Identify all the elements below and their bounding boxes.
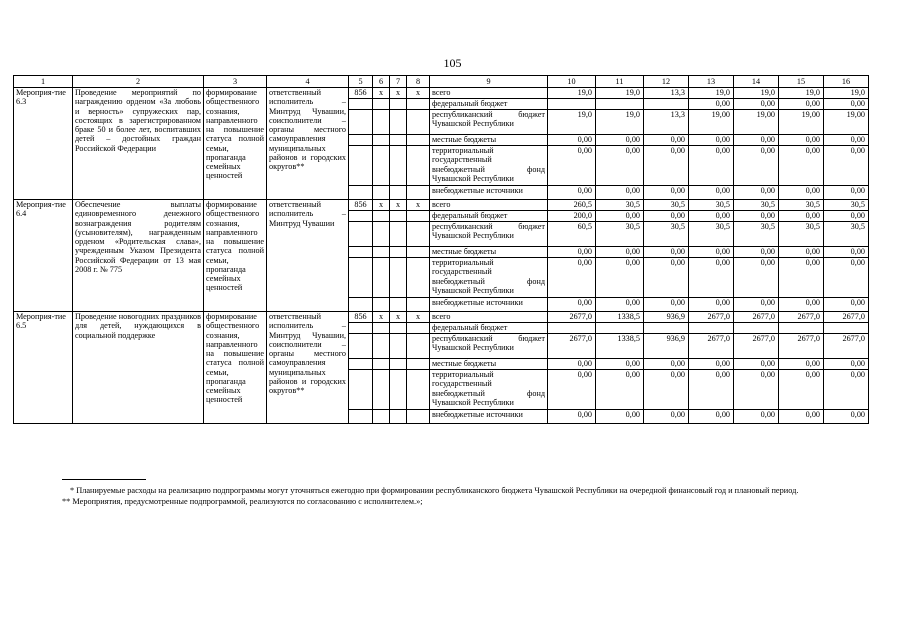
funding-source-cell: республиканский бюджет Чувашской Республики [430, 334, 548, 359]
funding-source-cell: территориальный государственный внебюджетный фонд Чувашской Республики [430, 370, 548, 410]
empty-cell [407, 334, 430, 359]
value-cell: 2677,0 [779, 334, 824, 359]
funding-source-cell: внебюджетные источники [430, 298, 548, 312]
funding-source-cell: внебюджетные источники [430, 186, 548, 200]
empty-cell [349, 222, 373, 247]
value-cell: 0,00 [644, 186, 689, 200]
empty-cell [407, 146, 430, 186]
value-cell: 2677,0 [734, 334, 779, 359]
value-cell: 0,00 [779, 359, 824, 370]
value-cell: 30,5 [689, 200, 734, 211]
value-cell [689, 323, 734, 334]
empty-cell [349, 410, 373, 424]
value-cell: 0,00 [644, 359, 689, 370]
empty-cell [407, 99, 430, 110]
value-cell: 0,00 [824, 186, 869, 200]
empty-cell [373, 323, 390, 334]
value-cell: 0,00 [689, 410, 734, 424]
measure-cell: Мероприя-тие 6.4 [14, 200, 73, 312]
value-cell: 0,00 [689, 359, 734, 370]
empty-cell [390, 334, 407, 359]
value-cell: 19,0 [548, 110, 596, 135]
empty-cell [407, 211, 430, 222]
funding-source-cell: территориальный государственный внебюджетный фонд Чувашской Республики [430, 146, 548, 186]
value-cell: 0,00 [734, 410, 779, 424]
value-cell [824, 323, 869, 334]
value-cell: 0,00 [734, 135, 779, 146]
funding-source-cell: территориальный государственный внебюджетный фонд Чувашской Республики [430, 258, 548, 298]
empty-cell [349, 247, 373, 258]
value-cell: 0,00 [734, 370, 779, 410]
header-cell: 5 [349, 76, 373, 88]
empty-cell [390, 258, 407, 298]
header-cell: 3 [204, 76, 267, 88]
value-cell [548, 99, 596, 110]
funding-source-cell: республиканский бюджет Чувашской Республики [430, 110, 548, 135]
empty-cell [390, 135, 407, 146]
empty-cell [407, 247, 430, 258]
header-cell: 12 [644, 76, 689, 88]
value-cell: 0,00 [596, 247, 644, 258]
value-cell: 19,0 [779, 88, 824, 99]
funding-source-cell: всего [430, 312, 548, 323]
value-cell: 19,0 [596, 88, 644, 99]
empty-cell [349, 334, 373, 359]
funding-source-cell: федеральный бюджет [430, 323, 548, 334]
description-cell: Обеспечение выплаты единовременного денежного вознаграждения родителям (усыновителям), награжденным орденом «Родительская слава», учрежденным Указом Президента Российской Федерации от 13 мая 2008 г. № 775 [73, 200, 204, 312]
table-row [14, 88, 869, 99]
value-cell [644, 99, 689, 110]
empty-cell [373, 99, 390, 110]
empty-cell [373, 247, 390, 258]
value-cell: 2677,0 [548, 312, 596, 323]
value-cell: 30,5 [596, 222, 644, 247]
value-cell: 0,00 [824, 258, 869, 298]
table-row [14, 200, 869, 211]
description-cell: Проведение мероприятий по награждению орденом «За любовь и верность» супружеских пар, состоящих в зарегистрированном браке 50 и более лет, воспитавших детей – достойных граждан Российской Федерации [73, 88, 204, 200]
code-cell: x [373, 200, 390, 211]
value-cell: 2677,0 [689, 334, 734, 359]
value-cell: 30,5 [734, 200, 779, 211]
empty-cell [407, 222, 430, 247]
header-cell: 9 [430, 76, 548, 88]
value-cell: 0,00 [644, 298, 689, 312]
value-cell: 0,00 [644, 410, 689, 424]
value-cell: 0,00 [548, 186, 596, 200]
value-cell: 0,00 [734, 258, 779, 298]
empty-cell [390, 370, 407, 410]
value-cell: 0,00 [548, 258, 596, 298]
empty-cell [390, 99, 407, 110]
value-cell: 0,00 [779, 186, 824, 200]
empty-cell [349, 211, 373, 222]
value-cell: 0,00 [644, 370, 689, 410]
value-cell [734, 323, 779, 334]
empty-cell [407, 410, 430, 424]
value-cell: 0,00 [734, 247, 779, 258]
funding-source-cell: федеральный бюджет [430, 99, 548, 110]
value-cell: 30,5 [824, 222, 869, 247]
goal-cell: формирование общественного сознания, направленного на повышение статуса полной семьи, пропаганда семейных ценностей [204, 88, 267, 200]
value-cell: 0,00 [824, 211, 869, 222]
value-cell: 0,00 [596, 298, 644, 312]
empty-cell [349, 110, 373, 135]
empty-cell [407, 370, 430, 410]
code-cell: x [373, 312, 390, 323]
code-cell: x [390, 88, 407, 99]
empty-cell [390, 410, 407, 424]
value-cell: 30,5 [734, 222, 779, 247]
empty-cell [390, 222, 407, 247]
value-cell: 13,3 [644, 110, 689, 135]
code-cell: x [373, 88, 390, 99]
value-cell: 0,00 [644, 211, 689, 222]
empty-cell [349, 370, 373, 410]
value-cell: 0,00 [548, 359, 596, 370]
code-cell: 856 [349, 312, 373, 323]
empty-cell [349, 359, 373, 370]
footnote-1: * Планируемые расходы на реализацию подпрограммы могут уточняться ежегодно при формировании республиканского бюджета Чувашской Республики на очередной финансовый год и плановый период. [70, 486, 799, 495]
empty-cell [407, 186, 430, 200]
value-cell: 0,00 [824, 247, 869, 258]
empty-cell [390, 146, 407, 186]
value-cell: 0,00 [596, 135, 644, 146]
value-cell: 2677,0 [689, 312, 734, 323]
value-cell: 60,5 [548, 222, 596, 247]
value-cell: 19,00 [689, 110, 734, 135]
empty-cell [390, 359, 407, 370]
value-cell: 0,00 [548, 146, 596, 186]
empty-cell [373, 211, 390, 222]
empty-cell [373, 410, 390, 424]
empty-cell [373, 110, 390, 135]
value-cell: 0,00 [734, 99, 779, 110]
value-cell: 0,00 [596, 410, 644, 424]
value-cell: 0,00 [779, 258, 824, 298]
header-cell: 16 [824, 76, 869, 88]
goal-cell: формирование общественного сознания, направленного на повышение статуса полной семьи, пропаганда семейных ценностей [204, 312, 267, 424]
value-cell: 0,00 [734, 186, 779, 200]
value-cell: 1338,5 [596, 334, 644, 359]
empty-cell [349, 258, 373, 298]
value-cell: 0,00 [689, 186, 734, 200]
funding-source-cell: местные бюджеты [430, 247, 548, 258]
empty-cell [349, 298, 373, 312]
value-cell: 0,00 [689, 99, 734, 110]
value-cell [596, 99, 644, 110]
header-cell: 10 [548, 76, 596, 88]
value-cell: 0,00 [779, 99, 824, 110]
code-cell: 856 [349, 88, 373, 99]
table-row [14, 312, 869, 323]
value-cell: 2677,0 [734, 312, 779, 323]
value-cell [548, 323, 596, 334]
value-cell: 0,00 [548, 298, 596, 312]
value-cell: 0,00 [689, 370, 734, 410]
value-cell [596, 323, 644, 334]
header-cell: 2 [73, 76, 204, 88]
value-cell: 0,00 [779, 211, 824, 222]
value-cell: 30,5 [596, 200, 644, 211]
table-body [14, 76, 869, 424]
value-cell: 0,00 [824, 99, 869, 110]
value-cell: 0,00 [689, 298, 734, 312]
empty-cell [390, 323, 407, 334]
empty-cell [407, 298, 430, 312]
value-cell: 0,00 [689, 146, 734, 186]
empty-cell [390, 298, 407, 312]
value-cell: 30,5 [644, 222, 689, 247]
value-cell: 0,00 [779, 410, 824, 424]
value-cell: 0,00 [824, 359, 869, 370]
value-cell: 0,00 [596, 211, 644, 222]
value-cell: 0,00 [596, 359, 644, 370]
empty-cell [373, 298, 390, 312]
empty-cell [373, 359, 390, 370]
header-cell: 4 [267, 76, 349, 88]
empty-cell [373, 258, 390, 298]
header-row [14, 76, 869, 88]
value-cell: 19,0 [548, 88, 596, 99]
value-cell: 19,0 [734, 88, 779, 99]
empty-cell [407, 359, 430, 370]
header-cell: 7 [390, 76, 407, 88]
value-cell: 0,00 [644, 258, 689, 298]
value-cell: 30,5 [779, 200, 824, 211]
empty-cell [349, 323, 373, 334]
funding-source-cell: внебюджетные источники [430, 410, 548, 424]
value-cell: 2677,0 [548, 334, 596, 359]
value-cell: 936,9 [644, 334, 689, 359]
empty-cell [349, 135, 373, 146]
code-cell: x [390, 200, 407, 211]
goal-cell: формирование общественного сознания, направленного на повышение статуса полной семьи, пропаганда семейных ценностей [204, 200, 267, 312]
value-cell: 0,00 [644, 146, 689, 186]
description-cell: Проведение новогодних праздников для детей, нуждающихся в социальной поддержке [73, 312, 204, 424]
empty-cell [407, 323, 430, 334]
funding-source-cell: всего [430, 88, 548, 99]
budget-table [13, 75, 869, 424]
value-cell: 200,0 [548, 211, 596, 222]
value-cell [779, 323, 824, 334]
value-cell: 0,00 [734, 146, 779, 186]
value-cell: 0,00 [824, 146, 869, 186]
value-cell: 0,00 [779, 135, 824, 146]
footnotes [62, 486, 862, 508]
code-cell: x [407, 88, 430, 99]
value-cell: 0,00 [596, 258, 644, 298]
header-cell: 1 [14, 76, 73, 88]
empty-cell [390, 211, 407, 222]
empty-cell [349, 186, 373, 200]
value-cell: 0,00 [596, 370, 644, 410]
value-cell: 19,0 [596, 110, 644, 135]
value-cell: 19,00 [734, 110, 779, 135]
value-cell: 0,00 [548, 370, 596, 410]
funding-source-cell: всего [430, 200, 548, 211]
value-cell: 0,00 [734, 211, 779, 222]
header-cell: 13 [689, 76, 734, 88]
value-cell: 2677,0 [824, 334, 869, 359]
header-cell: 15 [779, 76, 824, 88]
empty-cell [349, 99, 373, 110]
empty-cell [390, 247, 407, 258]
value-cell: 0,00 [548, 410, 596, 424]
code-cell: 856 [349, 200, 373, 211]
header-cell: 6 [373, 76, 390, 88]
value-cell: 0,00 [596, 186, 644, 200]
empty-cell [373, 146, 390, 186]
executors-cell: ответственный исполнитель – Минтруд Чувашии [267, 200, 349, 312]
value-cell: 0,00 [779, 146, 824, 186]
value-cell: 19,0 [689, 88, 734, 99]
code-cell: x [390, 312, 407, 323]
value-cell: 30,5 [824, 200, 869, 211]
empty-cell [373, 334, 390, 359]
footnote-2: ** Мероприятия, предусмотренные подпрограммой, реализуются по согласованию с исполнителем.»; [62, 496, 423, 506]
value-cell: 0,00 [548, 247, 596, 258]
empty-cell [373, 135, 390, 146]
value-cell: 2677,0 [779, 312, 824, 323]
empty-cell [407, 135, 430, 146]
header-cell: 14 [734, 76, 779, 88]
value-cell: 0,00 [596, 146, 644, 186]
value-cell: 0,00 [689, 135, 734, 146]
value-cell: 936,9 [644, 312, 689, 323]
measure-cell: Мероприя-тие 6.5 [14, 312, 73, 424]
value-cell: 0,00 [779, 247, 824, 258]
code-cell: x [407, 312, 430, 323]
value-cell: 30,5 [779, 222, 824, 247]
value-cell: 0,00 [644, 247, 689, 258]
value-cell: 30,5 [689, 222, 734, 247]
empty-cell [407, 110, 430, 135]
value-cell: 0,00 [644, 135, 689, 146]
empty-cell [373, 186, 390, 200]
code-cell: x [407, 200, 430, 211]
value-cell: 0,00 [779, 298, 824, 312]
footnote-separator [62, 479, 146, 480]
value-cell: 0,00 [824, 370, 869, 410]
value-cell: 2677,0 [824, 312, 869, 323]
value-cell: 0,00 [734, 298, 779, 312]
measure-cell: Мероприя-тие 6.3 [14, 88, 73, 200]
value-cell: 1338,5 [596, 312, 644, 323]
value-cell: 0,00 [824, 298, 869, 312]
value-cell: 0,00 [779, 370, 824, 410]
value-cell: 0,00 [824, 135, 869, 146]
empty-cell [373, 370, 390, 410]
empty-cell [390, 186, 407, 200]
empty-cell [373, 222, 390, 247]
funding-source-cell: республиканский бюджет Чувашской Республики [430, 222, 548, 247]
empty-cell [390, 110, 407, 135]
value-cell: 19,00 [824, 110, 869, 135]
value-cell: 260,5 [548, 200, 596, 211]
executors-cell: ответственный исполнитель – Минтруд Чувашии, соисполнители – органы местного самоуправления муниципальных районов и городских округов** [267, 312, 349, 424]
value-cell: 0,00 [824, 410, 869, 424]
value-cell: 13,3 [644, 88, 689, 99]
value-cell: 0,00 [689, 258, 734, 298]
value-cell: 0,00 [689, 247, 734, 258]
value-cell [644, 323, 689, 334]
header-cell: 11 [596, 76, 644, 88]
funding-source-cell: местные бюджеты [430, 359, 548, 370]
funding-source-cell: местные бюджеты [430, 135, 548, 146]
value-cell: 0,00 [548, 135, 596, 146]
value-cell: 30,5 [644, 200, 689, 211]
value-cell: 19,00 [779, 110, 824, 135]
executors-cell: ответственный исполнитель – Минтруд Чувашии, соисполнители – органы местного самоуправления муниципальных районов и городских округов** [267, 88, 349, 200]
value-cell: 0,00 [689, 211, 734, 222]
empty-cell [407, 258, 430, 298]
page-number: 105 [443, 56, 462, 70]
empty-cell [349, 146, 373, 186]
value-cell: 19,0 [824, 88, 869, 99]
funding-source-cell: федеральный бюджет [430, 211, 548, 222]
header-cell: 8 [407, 76, 430, 88]
value-cell: 0,00 [734, 359, 779, 370]
